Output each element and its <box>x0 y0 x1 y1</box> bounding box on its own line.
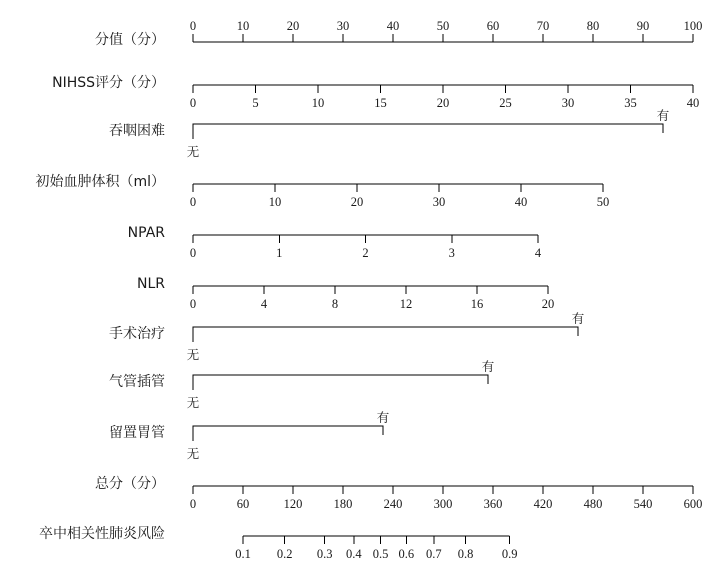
nlr-row-label: NLR <box>137 276 165 292</box>
surgery-level-no: 无 <box>186 347 200 362</box>
npar-tick-label: 0 <box>189 246 197 260</box>
nihss-tick-label: 15 <box>374 96 387 110</box>
gastric_tube-level-yes: 有 <box>376 410 390 425</box>
nihss-row-label: NIHSS评分（分） <box>52 75 165 91</box>
risk-tick-label: 0.9 <box>501 547 518 561</box>
points-tick-label: 60 <box>486 19 500 33</box>
risk-tick-label: 0.5 <box>372 547 389 561</box>
total-tick-label: 480 <box>583 497 603 511</box>
risk-tick-label: 0.1 <box>235 547 251 561</box>
total-tick-label: 420 <box>533 497 553 511</box>
nihss-tick-label: 0 <box>189 96 197 110</box>
nlr-tick-label: 20 <box>541 297 555 311</box>
dysphagia-level-no: 无 <box>186 144 200 159</box>
nlr-tick-label: 16 <box>470 297 484 311</box>
gastric_tube-level-no: 无 <box>186 446 200 461</box>
nlr-tick-label: 12 <box>399 297 413 311</box>
nihss-tick-label: 40 <box>686 96 700 110</box>
nihss-tick-label: 30 <box>561 96 575 110</box>
hematoma-tick-label: 40 <box>514 195 528 209</box>
intubation-level-no: 无 <box>186 395 200 410</box>
npar-tick-label: 3 <box>448 246 455 260</box>
points-tick-label: 100 <box>683 19 703 33</box>
total-tick-label: 60 <box>236 497 250 511</box>
risk-tick-label: 0.4 <box>346 547 362 561</box>
intubation-row-label: 气管插管 <box>109 374 165 390</box>
intubation-bracket-line <box>193 375 488 390</box>
surgery-row-label: 手术治疗 <box>109 326 165 342</box>
total-tick-label: 180 <box>333 497 353 511</box>
risk-tick-label: 0.6 <box>398 547 415 561</box>
total-tick-label: 540 <box>633 497 653 511</box>
points-tick-label: 10 <box>236 19 250 33</box>
points-tick-label: 80 <box>586 19 600 33</box>
nlr-tick-label: 4 <box>260 297 268 311</box>
nlr-tick-label: 8 <box>331 297 339 311</box>
hematoma-tick-label: 20 <box>350 195 364 209</box>
surgery-bracket-line <box>193 327 578 342</box>
nlr-tick-label: 0 <box>189 297 197 311</box>
points-tick-label: 40 <box>386 19 400 33</box>
nihss-tick-label: 20 <box>436 96 450 110</box>
total-tick-label: 300 <box>433 497 453 511</box>
risk-tick-label: 0.3 <box>316 547 333 561</box>
dysphagia-bracket-line <box>193 124 663 139</box>
npar-tick-label: 2 <box>362 246 369 260</box>
points-row-label: 分值（分） <box>95 32 165 48</box>
npar-row-label: NPAR <box>127 225 165 241</box>
total-tick-label: 240 <box>383 497 403 511</box>
hematoma-row-label: 初始血肿体积（ml） <box>35 174 165 190</box>
dysphagia-row-label: 吞咽困难 <box>109 123 165 139</box>
gastric_tube-row-label: 留置胃管 <box>109 425 165 441</box>
nihss-tick-label: 25 <box>499 96 512 110</box>
nihss-tick-label: 5 <box>252 96 259 110</box>
total-tick-label: 0 <box>189 497 197 511</box>
hematoma-tick-label: 30 <box>432 195 446 209</box>
risk-tick-label: 0.2 <box>276 547 293 561</box>
points-tick-label: 50 <box>436 19 450 33</box>
nihss-tick-label: 10 <box>311 96 325 110</box>
total-tick-label: 120 <box>283 497 303 511</box>
intubation-level-yes: 有 <box>481 359 495 374</box>
points-tick-label: 90 <box>636 19 650 33</box>
gastric_tube-bracket-line <box>193 426 383 441</box>
risk-row-label: 卒中相关性肺炎风险 <box>39 526 165 542</box>
points-tick-label: 30 <box>336 19 350 33</box>
points-tick-label: 20 <box>286 19 300 33</box>
nihss-tick-label: 35 <box>624 96 637 110</box>
points-tick-label: 70 <box>536 19 550 33</box>
risk-tick-label: 0.7 <box>426 547 442 561</box>
total-tick-label: 360 <box>483 497 503 511</box>
dysphagia-level-yes: 有 <box>656 108 670 123</box>
surgery-level-yes: 有 <box>571 311 585 326</box>
hematoma-tick-label: 0 <box>189 195 197 209</box>
risk-tick-label: 0.8 <box>457 547 474 561</box>
hematoma-tick-label: 10 <box>268 195 282 209</box>
total-row-label: 总分（分） <box>95 476 165 492</box>
npar-tick-label: 1 <box>276 246 283 260</box>
points-tick-label: 0 <box>189 19 197 33</box>
total-tick-label: 600 <box>683 497 703 511</box>
hematoma-tick-label: 50 <box>596 195 610 209</box>
npar-tick-label: 4 <box>534 246 542 260</box>
